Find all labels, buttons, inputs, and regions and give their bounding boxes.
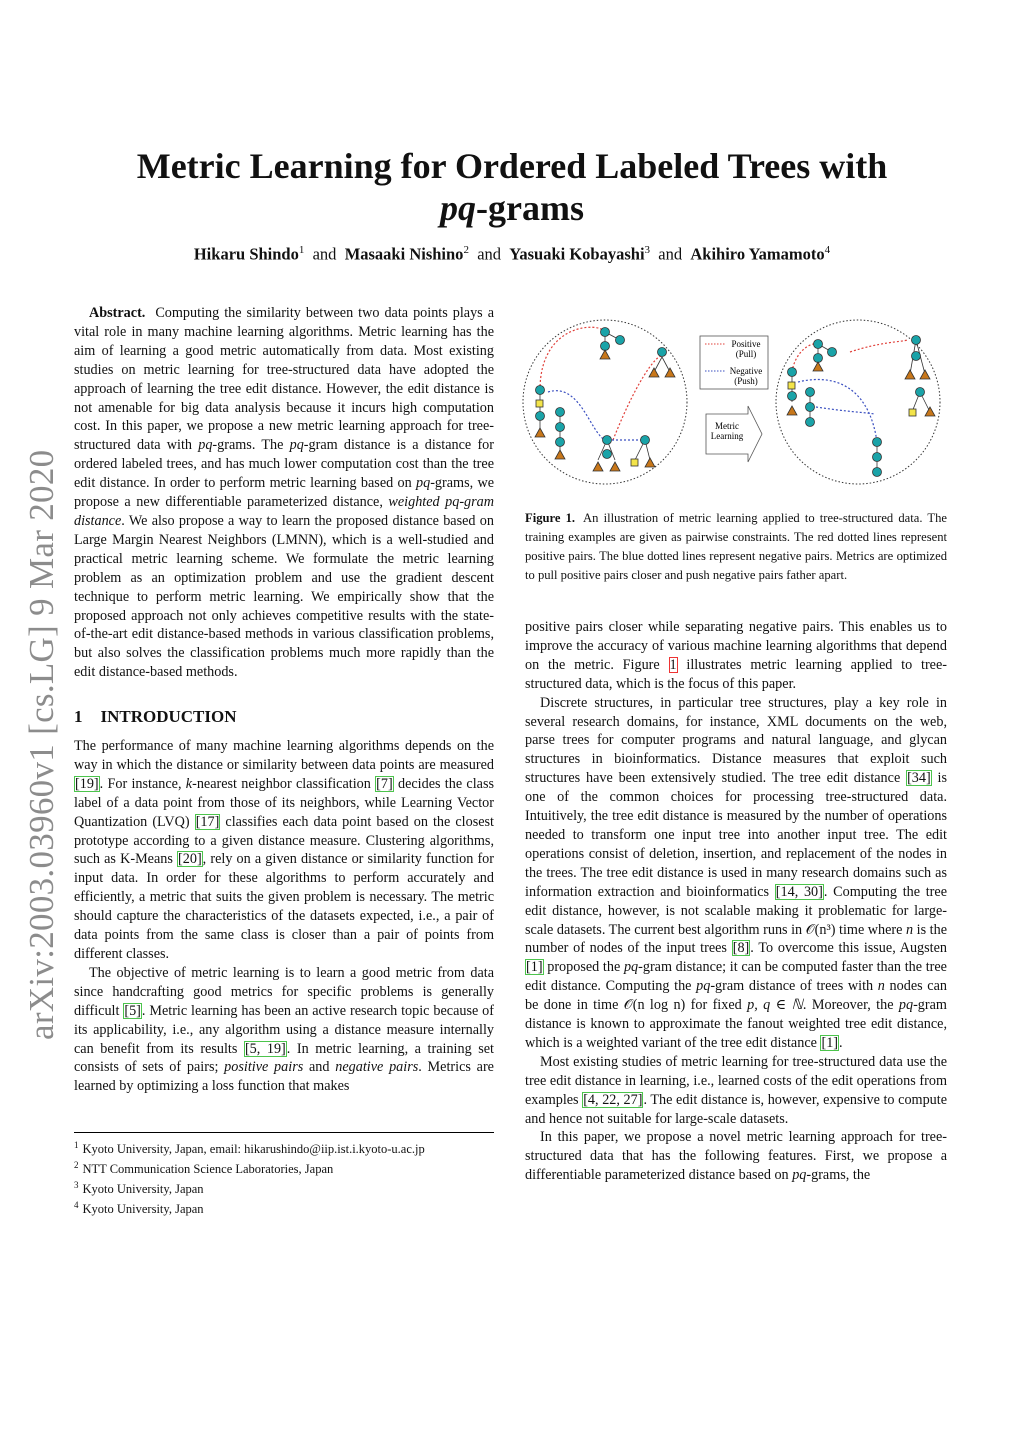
intro-paragraph-2: The objective of metric learning is to learn a good metric from data since handcrafting good metrics for specific problems is generally difficult [5]. Metric learning has been an active research topic because of its applicability, i.e., any algorithm using a distance measure internally can benefit from its results [5, 19]. In metric learning, a training set consists of sets of pairs; positive pairs and negative pairs. Metrics are learned by optimizing a loss function that makes [74,964,494,1095]
tree-glyph [806,388,815,427]
tree-glyph [631,436,655,468]
citation-link[interactable]: [19] [75,775,99,792]
tree-glyph [555,408,565,460]
author-name: Akihiro Yamamoto [690,244,825,264]
title-line-1: Metric Learning for Ordered Labeled Trees with [136,146,888,186]
tree-glyph [649,348,675,378]
citation-link[interactable]: [17] [195,813,220,830]
citation-link[interactable]: [1] [821,1034,839,1051]
tree-glyph [593,436,620,472]
footnote: $^4$ Kyoto University, Japan [74,1200,204,1217]
abstract-label: Abstract. [89,305,146,321]
tree-glyph [535,386,545,438]
right-column [525,618,947,1185]
legend-push-label: (Push) [734,376,758,386]
legend-negative-label: Negative [729,366,763,376]
citation-link[interactable]: [34] [907,770,931,787]
positive-pair-line [540,327,605,390]
intro-paragraph-1: The performance of many machine learning algorithms depends on the way in which the distance or similarity between data points are measured [19]. For instance, k-nearest neighbor classification [7] decides the class label of a data point from those of its neighbors, while Learning Vector Quantization (LVQ) [17] classifies each data point based on the closest prototype according to a given distance measure. Clustering algorithms, such as K-Means [20], rely on a given distance or similarity function for input data. In order for these algorithms to perform accurately and efficiently, a metric that suits the given problem is necessary. The metric should capture the characteristics of the datasets expected, i.e., a pair of data points from the same class is closer than a pair of points from different classes. [74,738,494,962]
section-heading-introduction: 1 INTRODUCTION [74,707,237,727]
abstract: Abstract. Computing the similarity between two data points plays a vital role in many machine learning algorithms. Metric learning has the aim of learning a good metric automatically from data. Most existing studies on metric learning for tree-structured data have adopted the approach of learning the tree edit distance. However, the edit distance is not amenable for big data analysis because it incurs high computation cost. In this paper, we propose a new metric learning approach for tree-structured data with pq-grams. The pq-gram distance is a distance for ordered labeled trees, and has much lower computation cost than the tree edit distance. In order to perform metric learning based on pq-grams, we propose a new differentiable parameterized distance, weighted pq-gram distance. We also propose a way to learn the proposed distance based on Large Margin Nearest Neighbors (LMNN), which is a well-studied and practical metric learning scheme. We formulate the metric learning problem as an optimization problem and use the gradient descent technique to perform metric learning. We empirically show that the proposed approach not only achieves competitive results with the state-of-the-art edit distance-based methods in various classification problems, but also solves the classification problems much more rapidly than the edit distance-based methods. [74,305,495,681]
author-name: Hikaru Shindo [193,244,299,264]
tree-glyph [909,388,935,417]
right-paragraph-4: In this paper, we propose a novel metric learning approach for tree-structured data that has the following features. First, we propose a differentiable parameterized distance based on pq-grams, the [525,1129,947,1184]
arxiv-identifier: arXiv:2003.03960v1 [cs.LG] 9 Mar 2020 [22,449,61,1040]
citation-link[interactable]: [4, 22, 27] [583,1091,643,1108]
footnote: $^1$ Kyoto University, Japan, email: hikarushindo@iip.ist.i.kyoto-u.ac.jp [74,1140,425,1157]
tree-glyph [813,340,837,372]
citation-link[interactable]: [20] [178,851,202,868]
author-list: Hikaru Shindo$^1$ and Masaaki Nishino$^2$ and Yasuaki Kobayashi$^3$ and Akihiro Yamamoto$^4$ [193,244,831,264]
citation-link[interactable]: [1] [526,959,543,976]
citation-link[interactable]: [7] [376,775,393,792]
paper-title [100,145,924,229]
left-column [74,304,494,1096]
citation-link[interactable]: [14, 30] [775,883,823,900]
tree-glyph [873,438,882,477]
tree-glyph [600,328,625,360]
positive-pair-line [850,340,908,352]
tree-glyph [787,368,797,416]
citation-link[interactable]: [5] [124,1002,141,1019]
footnote: $^2$ NTT Communication Science Laboratories, Japan [74,1160,334,1177]
right-paragraph-3: Most existing studies of metric learning for tree-structured data use the tree edit distance in learning, i.e., learned costs of the edit operations from examples [4, 22, 27]. The edit distance is, however, expensive to compute and hence not suitable for large-scale datasets. [525,1053,948,1127]
author-name: Masaaki Nishino [344,244,464,264]
caption-label: Figure 1. [525,511,576,525]
figure-legend [700,336,768,389]
citation-link[interactable]: [5, 19] [244,1040,286,1057]
figure-reference-link[interactable]: 1 [669,656,677,673]
svg-text:Learning: Learning [710,431,744,441]
figure-1-caption: Figure 1. An illustration of metric learning applied to tree-structured data. The training examples are given as pairwise constraints. The red dotted lines represent positive pairs. The blue dotted lines represent negative pairs. Metrics are optimized to pull positive pairs closer and push negative pairs father apart. [525,511,947,582]
figure-1-illustration [520,312,950,488]
title-line-2: pq-grams [440,188,584,228]
citation-link[interactable]: [8] [732,940,750,957]
legend-positive-label: Positive [731,339,761,349]
legend-pull-label: (Pull) [735,349,757,359]
footnote: $^3$ Kyoto University, Japan [74,1180,204,1197]
author-name: Yasuaki Kobayashi [509,244,645,264]
right-paragraph-2: Discrete structures, in particular tree structures, play a key role in several research domains, for instance, XML documents on the web, parse trees for computer programs and natural language, and glycan structures in bioinformatics. Distance measures that exploit such structures have been extensively studied. The tree edit distance [34] is one of the common choices for processing tree-structured data. Intuitively, the tree edit distance is measured by the number of operations needed to transform one input tree into another input tree. The edit operations consist of deletion, insertion, and replacement of the nodes in the trees. The tree edit distance is used in many research domains such as information extraction and bioinformatics [14, 30]. Computing the tree edit distance, however, is not scalable making it problematic for large-scale datasets. The current best algorithm runs in 𝒪(n³) time where n is the number of nodes of the input trees [8]. To overcome this issue, Augsten [1] proposed the pq-gram distance; it can be computed faster than the tree edit distance. Computing the pq-gram distance of trees with n nodes can be done in time 𝒪(n log n) for fixed p, q ∈ ℕ. Moreover, the pq-gram distance is known to approximate the fanout weighted tree edit distance, which is a weighted variant of the tree edit distance [1]. [525,694,948,1051]
metric-learning-arrow [706,406,762,462]
negative-pair-line [816,407,875,414]
right-paragraph-1: positive pairs closer while separating negative pairs. This enables us to improve the accuracy of various machine learning algorithms that depend on the metric. Figure 1 illustrates metric learning applied to tree-structured data, which is the focus of this paper. [525,619,947,692]
footnotes [74,1132,494,1218]
svg-text:Metric: Metric [715,421,739,431]
